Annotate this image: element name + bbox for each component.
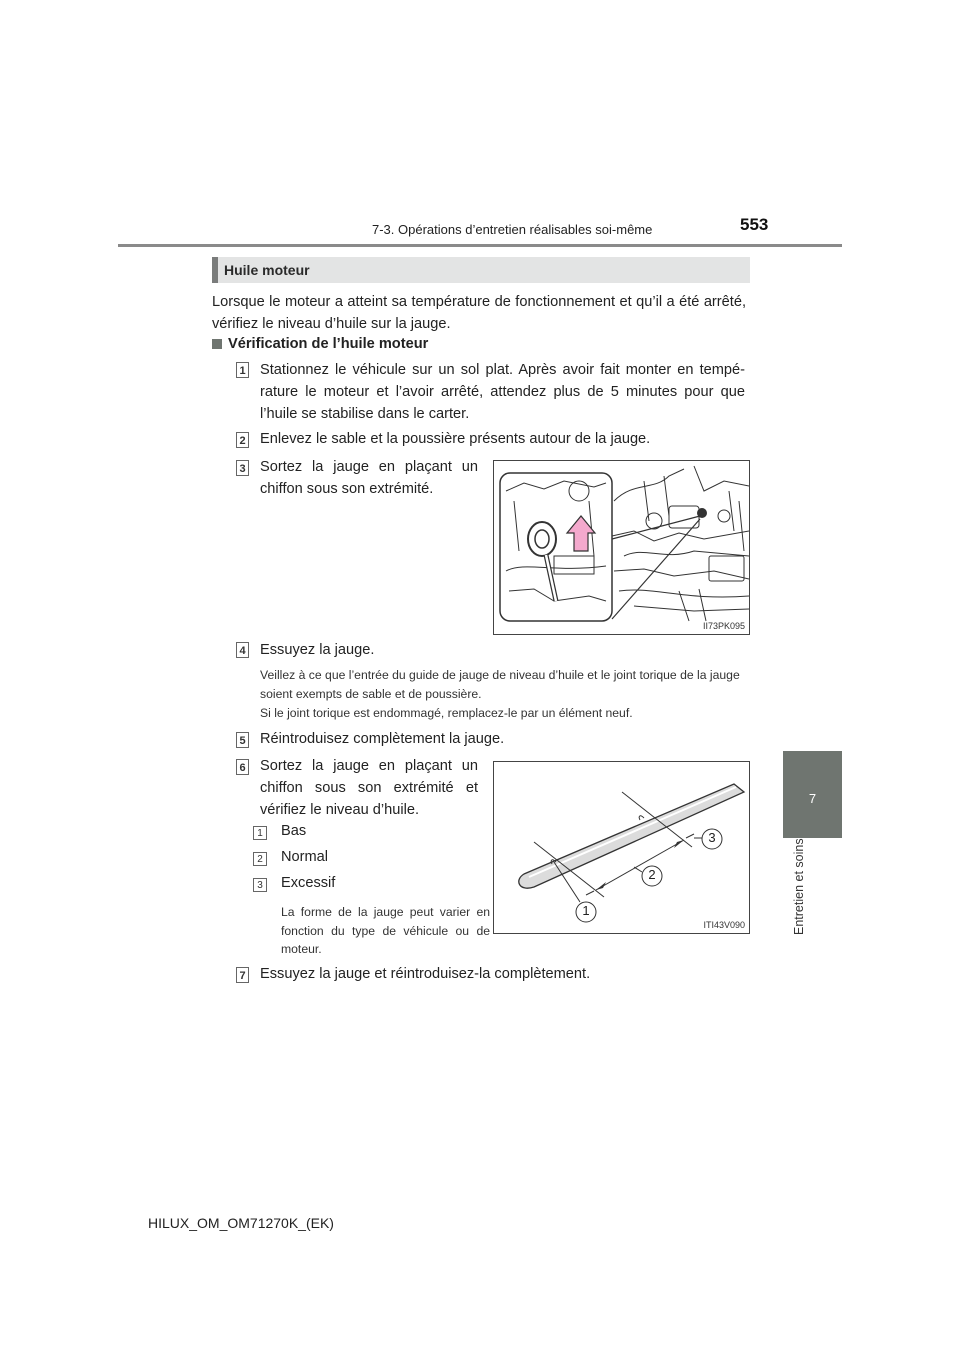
step-6-text: Sortez la jauge en plaçant un chiffon sous son extrémité et vérifiez le niveau d’huile. — [260, 758, 478, 818]
step-4-note-2: Si le joint torique est endommagé, remplacez-le par un élément neuf. — [260, 706, 633, 720]
page-number: 553 — [740, 215, 769, 234]
chapter-tab — [783, 751, 842, 838]
subsection-bullet-icon — [212, 339, 222, 349]
step-2-text: Enlevez le sable et la poussière présents autour de la jauge. — [260, 431, 651, 447]
step-number-4: 4 — [236, 642, 249, 658]
subsection-title: Vérification de l’huile moteur — [228, 336, 429, 352]
engine-bay-illustration — [494, 461, 750, 635]
chapter-side-label — [790, 838, 810, 935]
chapter-side-label-text: Entretien et soins — [792, 838, 806, 935]
step-1-text: Stationnez le véhicule sur un sol plat. Après avoir fait monter en tempé-rature le moteur et l’avoir arrêté, attendez plus de 5 minutes pour que l’huile se stabilise dans le carter. — [260, 362, 745, 422]
dipstick-illustration — [494, 762, 750, 934]
step-number-2: 2 — [236, 432, 249, 448]
step-number-3: 3 — [236, 460, 249, 476]
level-label-normal: Normal — [281, 849, 329, 865]
callout-1: 1 — [582, 903, 590, 918]
step-5-text: Réintroduisez complètement la jauge. — [260, 731, 505, 747]
section-intro: Lorsque le moteur a atteint sa température de fonctionnement et qu’il a été arrêté, vérifiez le niveau d’huile sur la jauge. — [212, 294, 746, 332]
step-4-note: Veillez à ce que l’entrée du guide de jauge de niveau d’huile et le joint torique de la jauge soient exempts de sable et de poussière. — [260, 668, 740, 701]
level-number-3: 3 — [253, 878, 267, 892]
level-label-excess: Excessif — [281, 875, 336, 891]
level-label-low: Bas — [281, 823, 307, 839]
step-4-text: Essuyez la jauge. — [260, 642, 375, 658]
dipstick-figure-code: ITI43V090 — [703, 920, 745, 930]
callout-3: 3 — [708, 830, 716, 845]
callout-2: 2 — [648, 867, 656, 882]
section-heading-accent — [212, 257, 218, 283]
level-number-1: 1 — [253, 826, 267, 840]
chapter-tab-number: 7 — [808, 791, 817, 806]
step-6-note: La forme de la jauge peut varier en fonction du type de véhicule ou de moteur. — [281, 905, 490, 956]
step-7-text: Essuyez la jauge et réintroduisez-la complètement. — [260, 966, 591, 982]
footer-doc-id: HILUX_OM_OM71270K_(EK) — [148, 1215, 334, 1231]
dipstick-figure — [493, 761, 750, 934]
engine-bay-figure — [493, 460, 750, 635]
running-header-section: 7-3. Opérations d’entretien réalisables soi-même — [372, 222, 653, 237]
step-3-text: Sortez la jauge en plaçant un chiffon sous son extrémité. — [260, 459, 478, 497]
step-number-7: 7 — [236, 967, 249, 983]
engine-figure-code: II73PK095 — [702, 621, 745, 631]
section-title: Huile moteur — [224, 262, 310, 278]
step-number-5: 5 — [236, 732, 249, 748]
step-number-1: 1 — [236, 362, 249, 378]
step-number-6: 6 — [236, 759, 249, 775]
header-rule — [118, 244, 842, 247]
level-number-2: 2 — [253, 852, 267, 866]
